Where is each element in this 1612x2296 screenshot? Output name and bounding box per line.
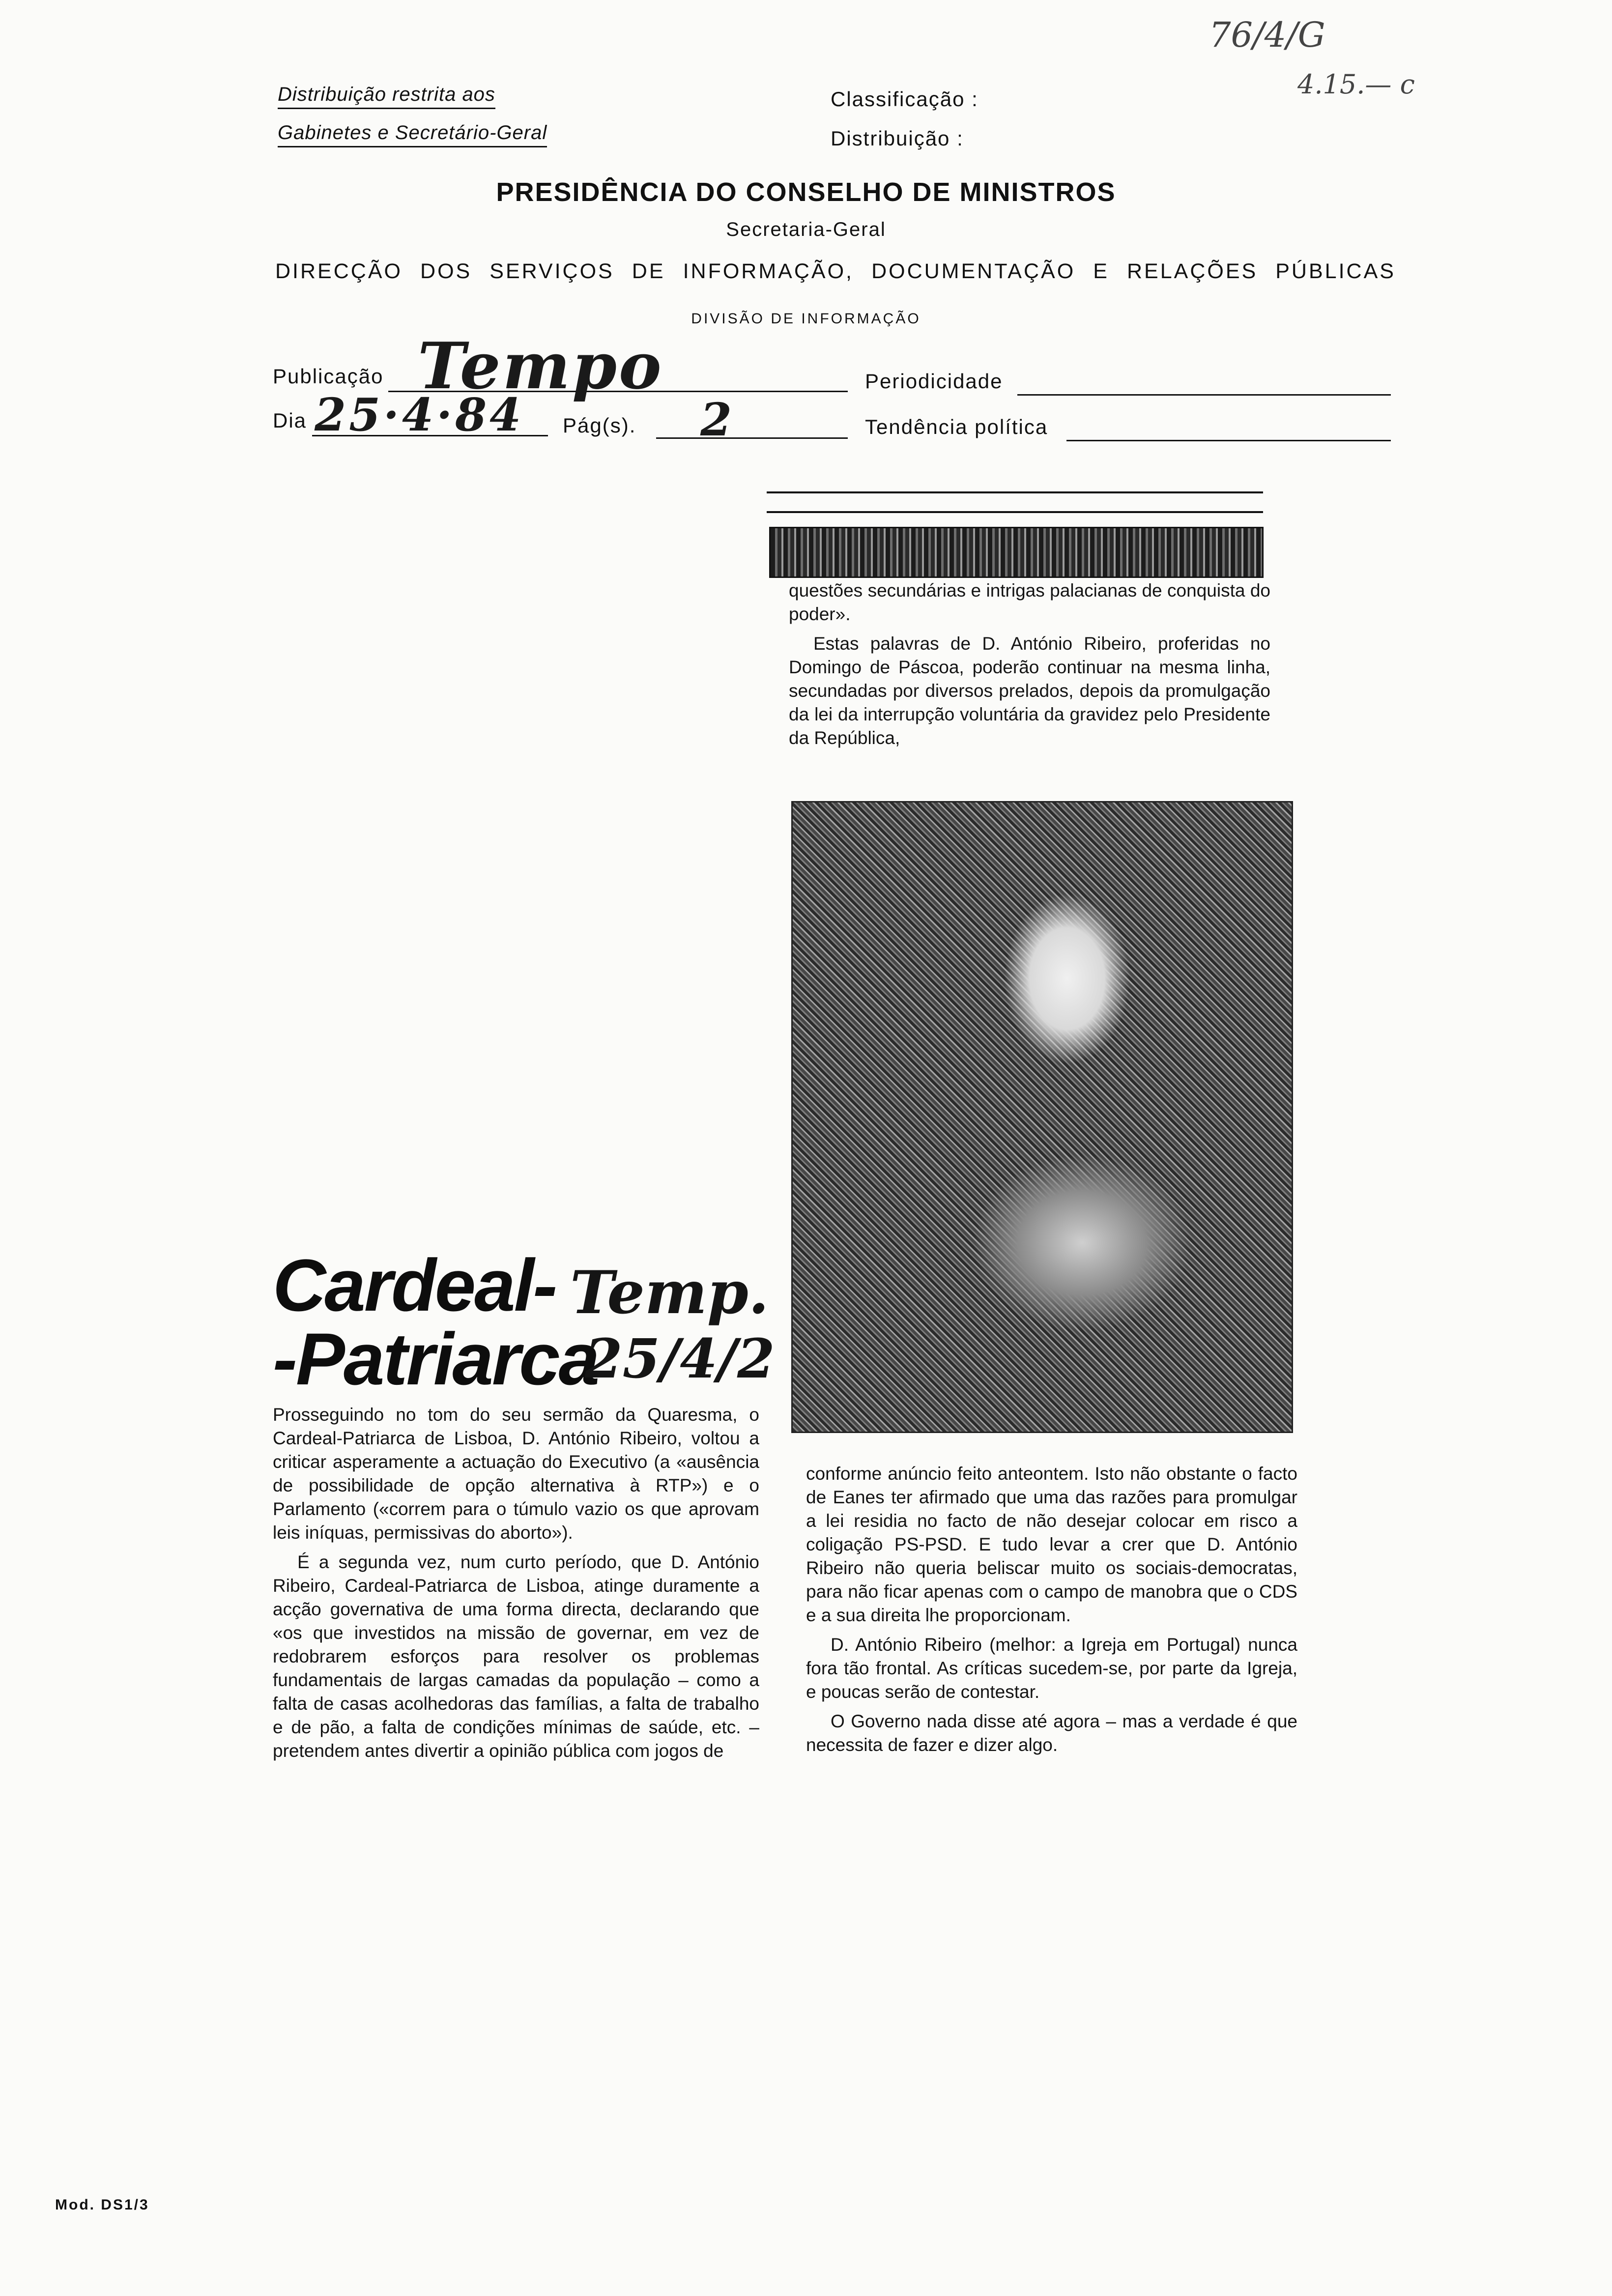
article-top-rule bbox=[767, 491, 1263, 493]
direction-word: E bbox=[1093, 259, 1109, 283]
headline-handwritten-note: Temp. bbox=[570, 1258, 769, 1327]
direction-word: INFORMAÇÃO, bbox=[683, 259, 854, 283]
article-top-rule-2 bbox=[767, 511, 1263, 513]
day-label: Dia bbox=[273, 409, 307, 432]
division-label: DIVISÃO DE INFORMAÇÃO bbox=[691, 311, 921, 327]
section-banner-image bbox=[769, 527, 1264, 578]
article-paragraph: questões secundárias e intrigas palacianas de conquista do poder». bbox=[789, 580, 1270, 624]
classification-label: Classificação : bbox=[831, 87, 979, 111]
distribution-note-line1: Distribuição restrita aos bbox=[278, 84, 495, 109]
article-right-column-bottom bbox=[806, 1462, 1297, 1763]
article-paragraph: É a segunda vez, num curto período, que D. António Ribeiro, Cardeal-Patriarca de Lisboa, atinge duramente a acção governativa de uma forma directa, declarando que «os que investidos na missão de governar, em vez de redobrarem esforços para resolver os problemas fundamentais de largas camadas da população – como a falta de casas acolhedoras das famílias, a falta de trabalho e de pão, a falta de condições mínimas de saúde, etc. – pretendem antes divertir a opinião pública com jogos de bbox=[273, 1552, 759, 1761]
article-right-column-top bbox=[789, 579, 1270, 756]
distribution-note-line2: Gabinetes e Secretário-Geral bbox=[278, 122, 547, 147]
pages-line bbox=[656, 437, 848, 439]
corner-handwriting-1: 76/4/G bbox=[1209, 15, 1325, 55]
publication-label: Publicação bbox=[273, 365, 384, 388]
article-headline-line1: Cardeal- bbox=[273, 1244, 556, 1326]
article-paragraph: D. António Ribeiro (melhor: a Igreja em Portugal) nunca fora tão frontal. As críticas sucedem-se, por parte da Igreja, e poucas serão de contestar. bbox=[806, 1635, 1297, 1702]
direction-word: DOCUMENTAÇÃO bbox=[871, 259, 1076, 283]
article-paragraph: O Governo nada disse até agora – mas a verdade é que necessita de fazer e dizer algo. bbox=[806, 1711, 1297, 1755]
article-left-column bbox=[273, 1403, 759, 1769]
direction-word: PÚBLICAS bbox=[1275, 259, 1396, 283]
pages-handwritten-value: 2 bbox=[700, 393, 732, 446]
article-paragraph: conforme anúncio feito anteontem. Isto não obstante o facto de Eanes ter afirmado que uma das razões para promulgar a lei residia no facto de não desejar colocar em risco a coligação PS-PSD. E tudo levar a crer que D. António Ribeiro não queria beliscar muito os sociais-democratas, para não ficar apenas com o campo de manobra que o CDS e a sua direita lhe proporcionam. bbox=[806, 1464, 1297, 1625]
direction-line bbox=[275, 259, 1396, 284]
direction-word: DE bbox=[632, 259, 665, 283]
page-title: PRESIDÊNCIA DO CONSELHO DE MINISTROS bbox=[496, 177, 1116, 207]
article-paragraph: Estas palavras de D. António Ribeiro, proferidas no Domingo de Páscoa, poderão continuar na mesma linha, secundadas por diversos prelados, depois da promulgação da lei da interrupção voluntária da gravidez pelo Presidente da República, bbox=[789, 633, 1270, 748]
corner-handwriting-2: 4.15.— c bbox=[1297, 69, 1415, 100]
tendency-line bbox=[1066, 440, 1391, 441]
page-subtitle: Secretaria-Geral bbox=[726, 219, 886, 240]
tendency-label: Tendência política bbox=[865, 415, 1048, 438]
direction-word: DOS bbox=[420, 259, 472, 283]
form-model-number: Mod. DS1/3 bbox=[55, 2197, 149, 2213]
direction-word: SERVIÇOS bbox=[489, 259, 614, 283]
publication-handwritten-value: Tempo bbox=[418, 328, 663, 403]
day-handwritten-value: 25·4·84 bbox=[315, 388, 524, 441]
headline-handwritten-date: 25/4/2 bbox=[585, 1327, 775, 1390]
periodicity-line bbox=[1017, 394, 1391, 396]
article-paragraph: Prosseguindo no tom do seu sermão da Quaresma, o Cardeal-Patriarca de Lisboa, D. António Ribeiro, voltou a criticar asperamente a actuação do Executivo (a «ausência de possibilidade de opção alternativa à RTP») e o Parlamento («correm para o túmulo vazio os que aprovam leis iníquas, permissivas do aborto»). bbox=[273, 1405, 759, 1543]
article-photo bbox=[791, 801, 1293, 1433]
distribution-label: Distribuição : bbox=[831, 127, 964, 150]
article-headline-line2: -Patriarca bbox=[273, 1318, 599, 1400]
direction-word: DIRECÇÃO bbox=[275, 259, 403, 283]
periodicity-label: Periodicidade bbox=[865, 370, 1003, 393]
direction-word: RELAÇÕES bbox=[1126, 259, 1258, 283]
pages-label: Pág(s). bbox=[563, 414, 636, 437]
